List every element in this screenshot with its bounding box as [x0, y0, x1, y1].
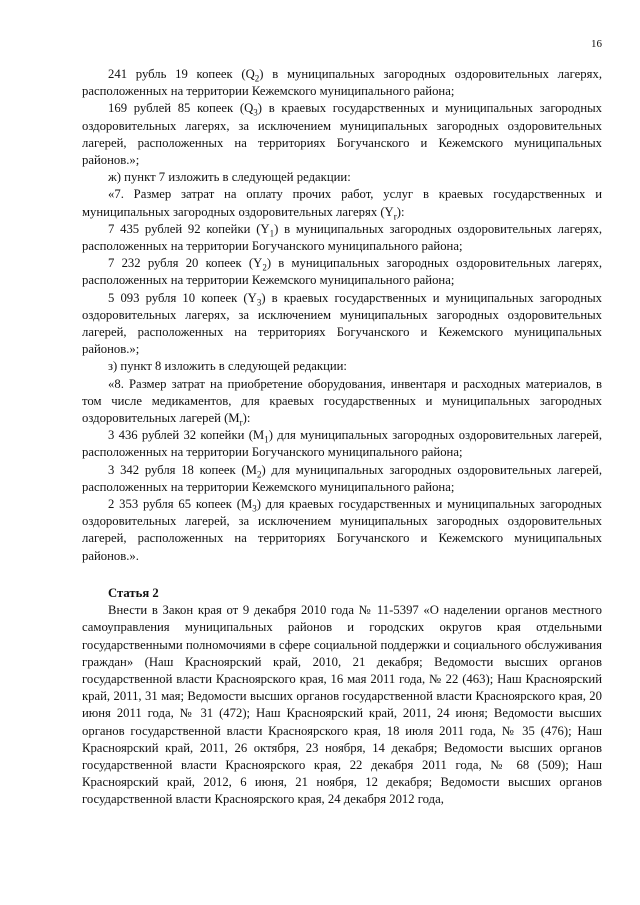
article-heading: Статья 2: [108, 585, 159, 600]
article-text: Внести в Закон края от 9 декабря 2010 года № 11-5397 «О наделении органов местного самоуправления муниципальных районов и городских округов края отдельными государственными полномочиями в сфере социальной поддержки и социального обслуживания граждан» (Наш Красноярский край, 2010, 21 декабря; Ведомости высших органов государственной власти Красноярского края, 16 мая 2011 года, № 22 (463); Наш Красноярский край, 2011, 31 мая; Ведомости высших органов государственной власти Красноярского края, 20 июня 2011 года, № 31 (472); Наш Красноярский край, 2011, 24 июня; Ведомости высших органов государственной власти Красноярского края, 18 июля 2011 года, № 35 (476); Наш Красноярский край, 2011, 26 октября, 23 ноября, 14 декабря; Ведомости высших органов государственной власти Красноярского края, 22 декабря 2011 года, № 68 (509); Наш Красноярский край, 2012, 6 июня, 21 ноября, 12 декабря; Ведомости высших органов государственной власти Красноярского края, 24 декабря 2012 года,: [82, 603, 602, 807]
paragraph: 7 232 рубля 20 копеек $(Y_2)$ в муниципальных загородных оздоровительных лагерях, расположенных на территории Кежемского муниципального района;: [82, 256, 602, 288]
page-number: 16: [591, 38, 602, 50]
paragraph: 3 342 рубля 18 копеек $(M_2)$ для муниципальных загородных оздоровительных лагерей, расположенных на территории Кежемского муниципального района;: [82, 462, 602, 494]
paragraph: 169 рублей 85 копеек $(Q_3)$ в краевых государственных и муниципальных загородных оздоровительных лагерях, за исключением муниципальных загородных оздоровительных лагерей, расположенных на территориях Богучанского и Кежемского муниципальных районов.»;: [82, 101, 602, 168]
paragraph: 3 436 рублей 32 копейки $(M_1)$ для муниципальных загородных оздоровительных лагерей, расположенных на территории Богучанского муниципального района;: [82, 428, 602, 460]
document-body: [82, 66, 602, 809]
paragraph: 7 435 рублей 92 копейки $(Y_1)$ в муниципальных загородных оздоровительных лагерях, расположенных на территории Богучанского муниципального района;: [82, 221, 602, 254]
paragraph: 241 рубль 19 копеек $(Q_2)$ в муниципальных загородных оздоровительных лагерях, расположенных на территории Кежемского муниципального района;: [82, 67, 602, 99]
amendment-paragraphs: [82, 66, 602, 565]
paragraph: 2 353 рубля 65 копеек $(M_3)$ для краевых государственных и муниципальных загородных оздоровительных лагерей, за исключением муниципальных загородных оздоровительных лагерей, расположенных на территориях Богучанского и Кежемского муниципальных районов.».: [82, 497, 603, 563]
paragraph: «7. Размер затрат на оплату прочих работ, услуг в краевых государственных и муниципальных загородных оздоровительных лагерях $(Y_r)$:: [82, 187, 602, 222]
paragraph: «8. Размер затрат на приобретение оборудования, инвентаря и расходных материалов, в том числе медикаментов, для краевых государственных и муниципальных загородных оздоровительных лагерей $(M_r)$:: [82, 376, 602, 428]
paragraph: з) пункт 8 изложить в следующей редакции:: [108, 359, 347, 374]
paragraph: ж) пункт 7 изложить в следующей редакции:: [108, 170, 351, 185]
paragraph: 5 093 рубля 10 копеек $(Y_3)$ в краевых государственных и муниципальных загородных оздоровительных лагерях, за исключением муниципальных загородных оздоровительных лагерей, расположенных на территориях Богучанского и Кежемского муниципальных районов.»;: [82, 290, 602, 357]
